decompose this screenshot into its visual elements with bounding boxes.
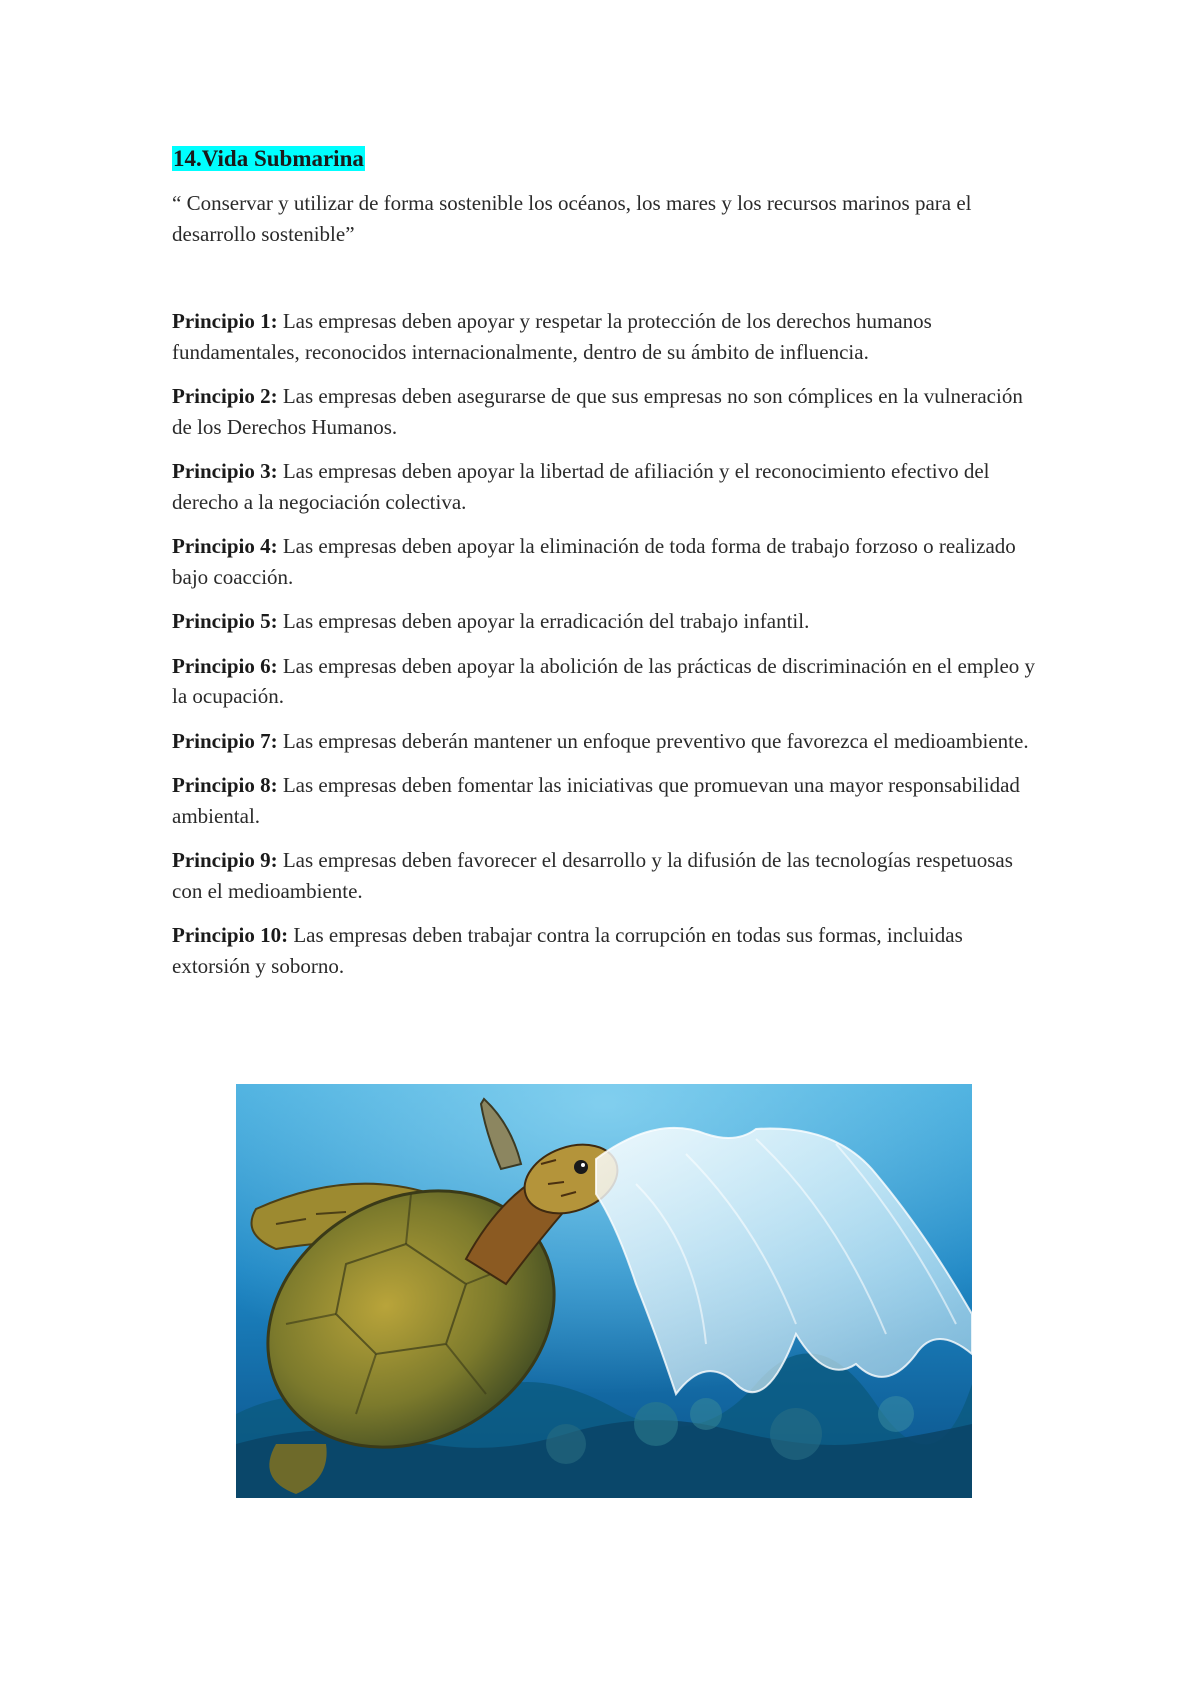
principle-item <box>172 651 1042 712</box>
principle-text: Las empresas deben apoyar la libertad de afiliación y el reconocimiento efectivo del derecho a la negociación colectiva. <box>172 459 990 514</box>
principle-text: Las empresas deben apoyar y respetar la protección de los derechos humanos fundamentales, reconocidos internacionalmente, dentro de su ámbito de influencia. <box>172 309 932 364</box>
principle-label: Principio 2: <box>172 384 278 408</box>
principle-item <box>172 456 1042 517</box>
principle-item <box>172 606 1042 637</box>
sea-turtle-illustration <box>236 1084 972 1498</box>
principle-text: Las empresas deben apoyar la abolición de las prácticas de discriminación en el empleo y la ocupación. <box>172 653 1036 708</box>
principle-text: Las empresas deben fomentar las iniciativas que promuevan una mayor responsabilidad ambiental. <box>172 773 1020 828</box>
principle-item <box>172 306 1042 367</box>
principle-label: Principio 5: <box>172 609 278 633</box>
principle-label: Principio 10: <box>172 923 289 947</box>
principle-item <box>172 845 1042 906</box>
section-heading-text: 14.Vida Submarina <box>173 146 364 171</box>
principle-label: Principio 6: <box>172 653 278 678</box>
principle-item <box>172 531 1042 592</box>
principle-label: Principio 9: <box>172 848 278 872</box>
principle-item <box>172 770 1042 831</box>
principle-text: Las empresas deberán mantener un enfoque preventivo que favorezca el medioambiente. <box>277 728 1029 753</box>
principle-label: Principio 1: <box>172 309 278 333</box>
principle-label: Principio 4: <box>172 534 278 558</box>
principle-text: Las empresas deben apoyar la erradicación del trabajo infantil. <box>277 609 810 633</box>
principles-list <box>172 306 1042 981</box>
section-heading <box>172 142 1042 176</box>
goal-quote: “ Conservar y utilizar de forma sostenible los océanos, los mares y los recursos marinos para el desarrollo sostenible” <box>172 191 972 246</box>
principle-text: Las empresas deben favorecer el desarrollo y la difusión de las tecnologías respetuosas con el medioambiente. <box>172 848 1013 903</box>
principle-text: Las empresas deben trabajar contra la corrupción en todas sus formas, incluidas extorsión y soborno. <box>172 923 963 978</box>
document-page <box>172 142 1042 995</box>
sea-turtle-photo <box>236 1084 972 1498</box>
principle-item <box>172 381 1042 442</box>
principle-item <box>172 726 1042 757</box>
principle-label: Principio 8: <box>172 773 278 797</box>
principle-text: Las empresas deben asegurarse de que sus empresas no son cómplices en la vulneración de los Derechos Humanos. <box>172 384 1023 439</box>
principle-text: Las empresas deben apoyar la eliminación de toda forma de trabajo forzoso o realizado bajo coacción. <box>172 534 1016 589</box>
principle-item <box>172 920 1042 981</box>
principle-label: Principio 3: <box>172 459 278 483</box>
principle-label: Principio 7: <box>172 728 278 753</box>
